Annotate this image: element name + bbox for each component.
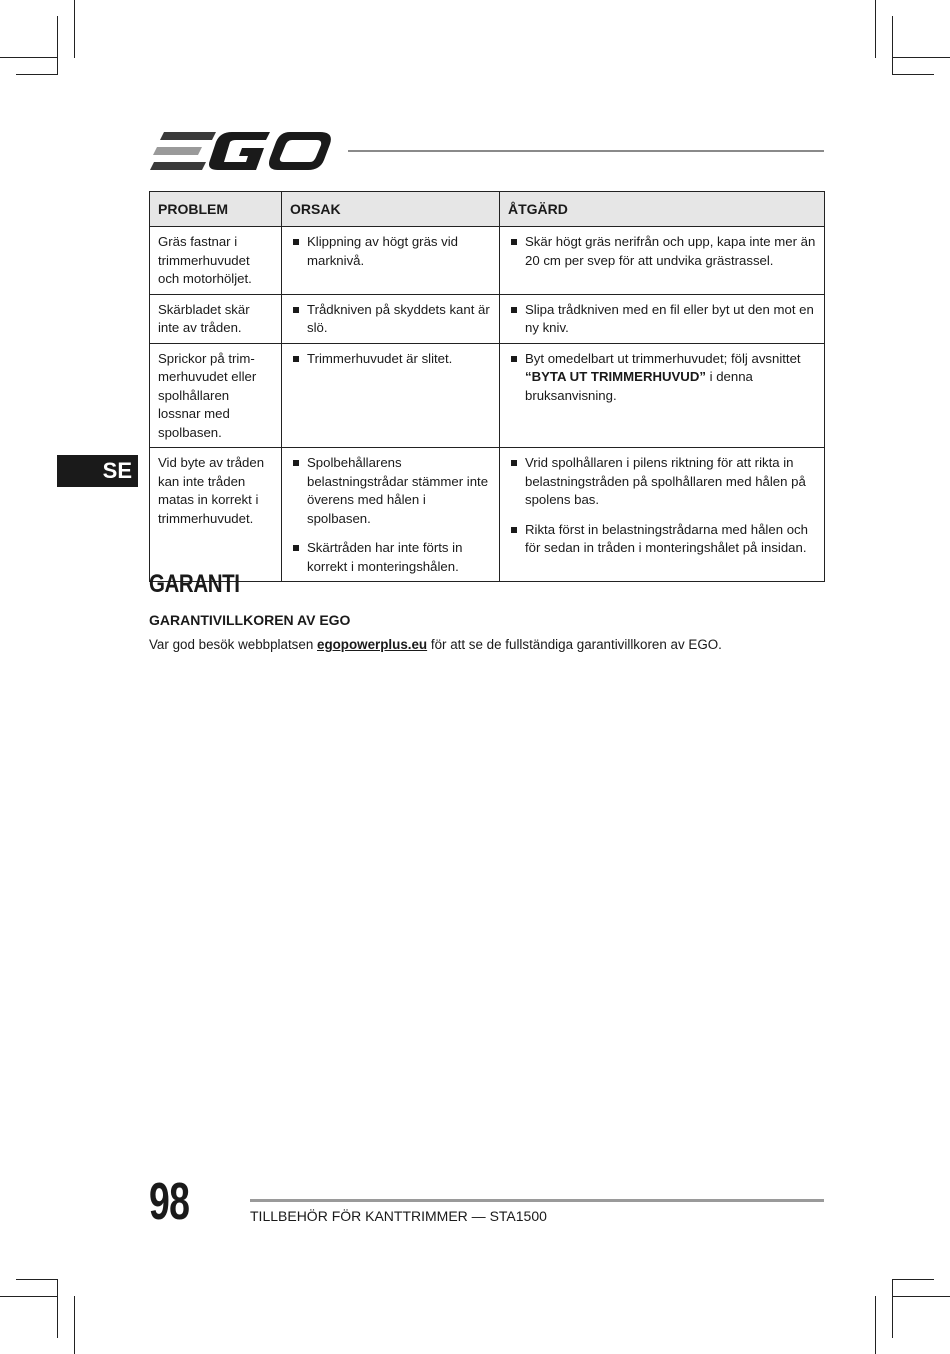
table-row bbox=[150, 227, 825, 295]
crop-mark bbox=[0, 1296, 58, 1297]
action-item: Vrid spolhållaren i pilens riktning för att rikta in belastningstråden på spolhållaren med hålen på spolens bas. bbox=[508, 454, 816, 510]
action-item: Slipa trådkniven med en fil eller byt ut den mot en ny kniv. bbox=[508, 301, 816, 338]
action-cell bbox=[500, 343, 825, 448]
crop-mark bbox=[74, 1296, 75, 1354]
table-row bbox=[150, 294, 825, 343]
crop-mark bbox=[892, 1280, 893, 1338]
cause-item: Trimmerhuvudet är slitet. bbox=[290, 350, 491, 369]
crop-mark bbox=[892, 57, 950, 58]
footer-rule bbox=[250, 1199, 824, 1202]
action-text: i denna bruksanvisning. bbox=[525, 369, 753, 403]
crop-mark bbox=[0, 57, 58, 58]
warranty-text bbox=[149, 637, 722, 652]
cause-item: Klippning av högt gräs vid marknivå. bbox=[290, 233, 491, 270]
problem-cell: Gräs fastnar i trimmerhuvudet och motorhöljet. bbox=[150, 227, 282, 295]
warranty-text-before: Var god besök webbplatsen bbox=[149, 637, 317, 652]
footer-text: TILLBEHÖR FÖR KANTTRIMMER — STA1500 bbox=[250, 1208, 547, 1224]
crop-mark bbox=[57, 16, 58, 74]
ego-logo bbox=[150, 130, 332, 172]
action-item: Skär högt gräs nerifrån och upp, kapa inte mer än 20 cm per svep för att undvika grästrassel. bbox=[508, 233, 816, 270]
cause-item: Skärtråden har inte förts in korrekt i monteringshålen. bbox=[290, 539, 491, 576]
warranty-text-after: för att se de fullständiga garantivillkoren av EGO. bbox=[427, 637, 722, 652]
table-row bbox=[150, 448, 825, 582]
problem-cell: Vid byte av tråden kan inte tråden matas in korrekt i trimmerhuvudet. bbox=[150, 448, 282, 582]
crop-mark bbox=[875, 0, 876, 58]
warranty-link[interactable]: egopowerplus.eu bbox=[317, 637, 428, 652]
crop-mark bbox=[74, 0, 75, 58]
troubleshooting-table bbox=[149, 191, 825, 582]
header-rule bbox=[348, 150, 824, 152]
column-header-action: ÅTGÄRD bbox=[500, 192, 825, 227]
cause-item: Trådkniven på skyddets kant är slö. bbox=[290, 301, 491, 338]
cause-cell bbox=[282, 448, 500, 582]
table-header-row bbox=[150, 192, 825, 227]
crop-mark bbox=[892, 1279, 934, 1280]
crop-mark bbox=[892, 1296, 950, 1297]
crop-mark bbox=[16, 1279, 58, 1280]
action-item: Rikta först in belastningstrådarna med hålen och för sedan in tråden i monteringshålet på insidan. bbox=[508, 521, 816, 558]
section-title-warranty: GARANTI bbox=[149, 570, 240, 598]
action-cell bbox=[500, 448, 825, 582]
action-cell bbox=[500, 294, 825, 343]
table-row bbox=[150, 343, 825, 448]
crop-mark bbox=[892, 74, 934, 75]
language-tab: SE bbox=[57, 455, 138, 487]
cause-cell bbox=[282, 227, 500, 295]
problem-cell: Skärbladet skär inte av tråden. bbox=[150, 294, 282, 343]
crop-mark bbox=[892, 16, 893, 74]
crop-mark bbox=[57, 1280, 58, 1338]
problem-cell: Sprickor på trim-merhuvudet eller spolhållaren lossnar med spolbasen. bbox=[150, 343, 282, 448]
section-reference: “BYTA UT TRIMMERHUVUD” bbox=[525, 369, 706, 384]
cause-cell bbox=[282, 294, 500, 343]
action-cell bbox=[500, 227, 825, 295]
action-text: Byt omedelbart ut trimmerhuvudet; följ avsnittet bbox=[525, 350, 801, 366]
crop-mark bbox=[875, 1296, 876, 1354]
cause-item: Spolbehållarens belastningstrådar stämmer inte överens med hålen i spolbasen. bbox=[290, 454, 491, 528]
warranty-subtitle: GARANTIVILLKOREN AV EGO bbox=[149, 612, 351, 628]
page-number: 98 bbox=[149, 1173, 190, 1231]
crop-mark bbox=[16, 74, 58, 75]
column-header-problem: PROBLEM bbox=[150, 192, 282, 227]
cause-cell bbox=[282, 343, 500, 448]
column-header-cause: ORSAK bbox=[282, 192, 500, 227]
action-item bbox=[508, 350, 816, 406]
